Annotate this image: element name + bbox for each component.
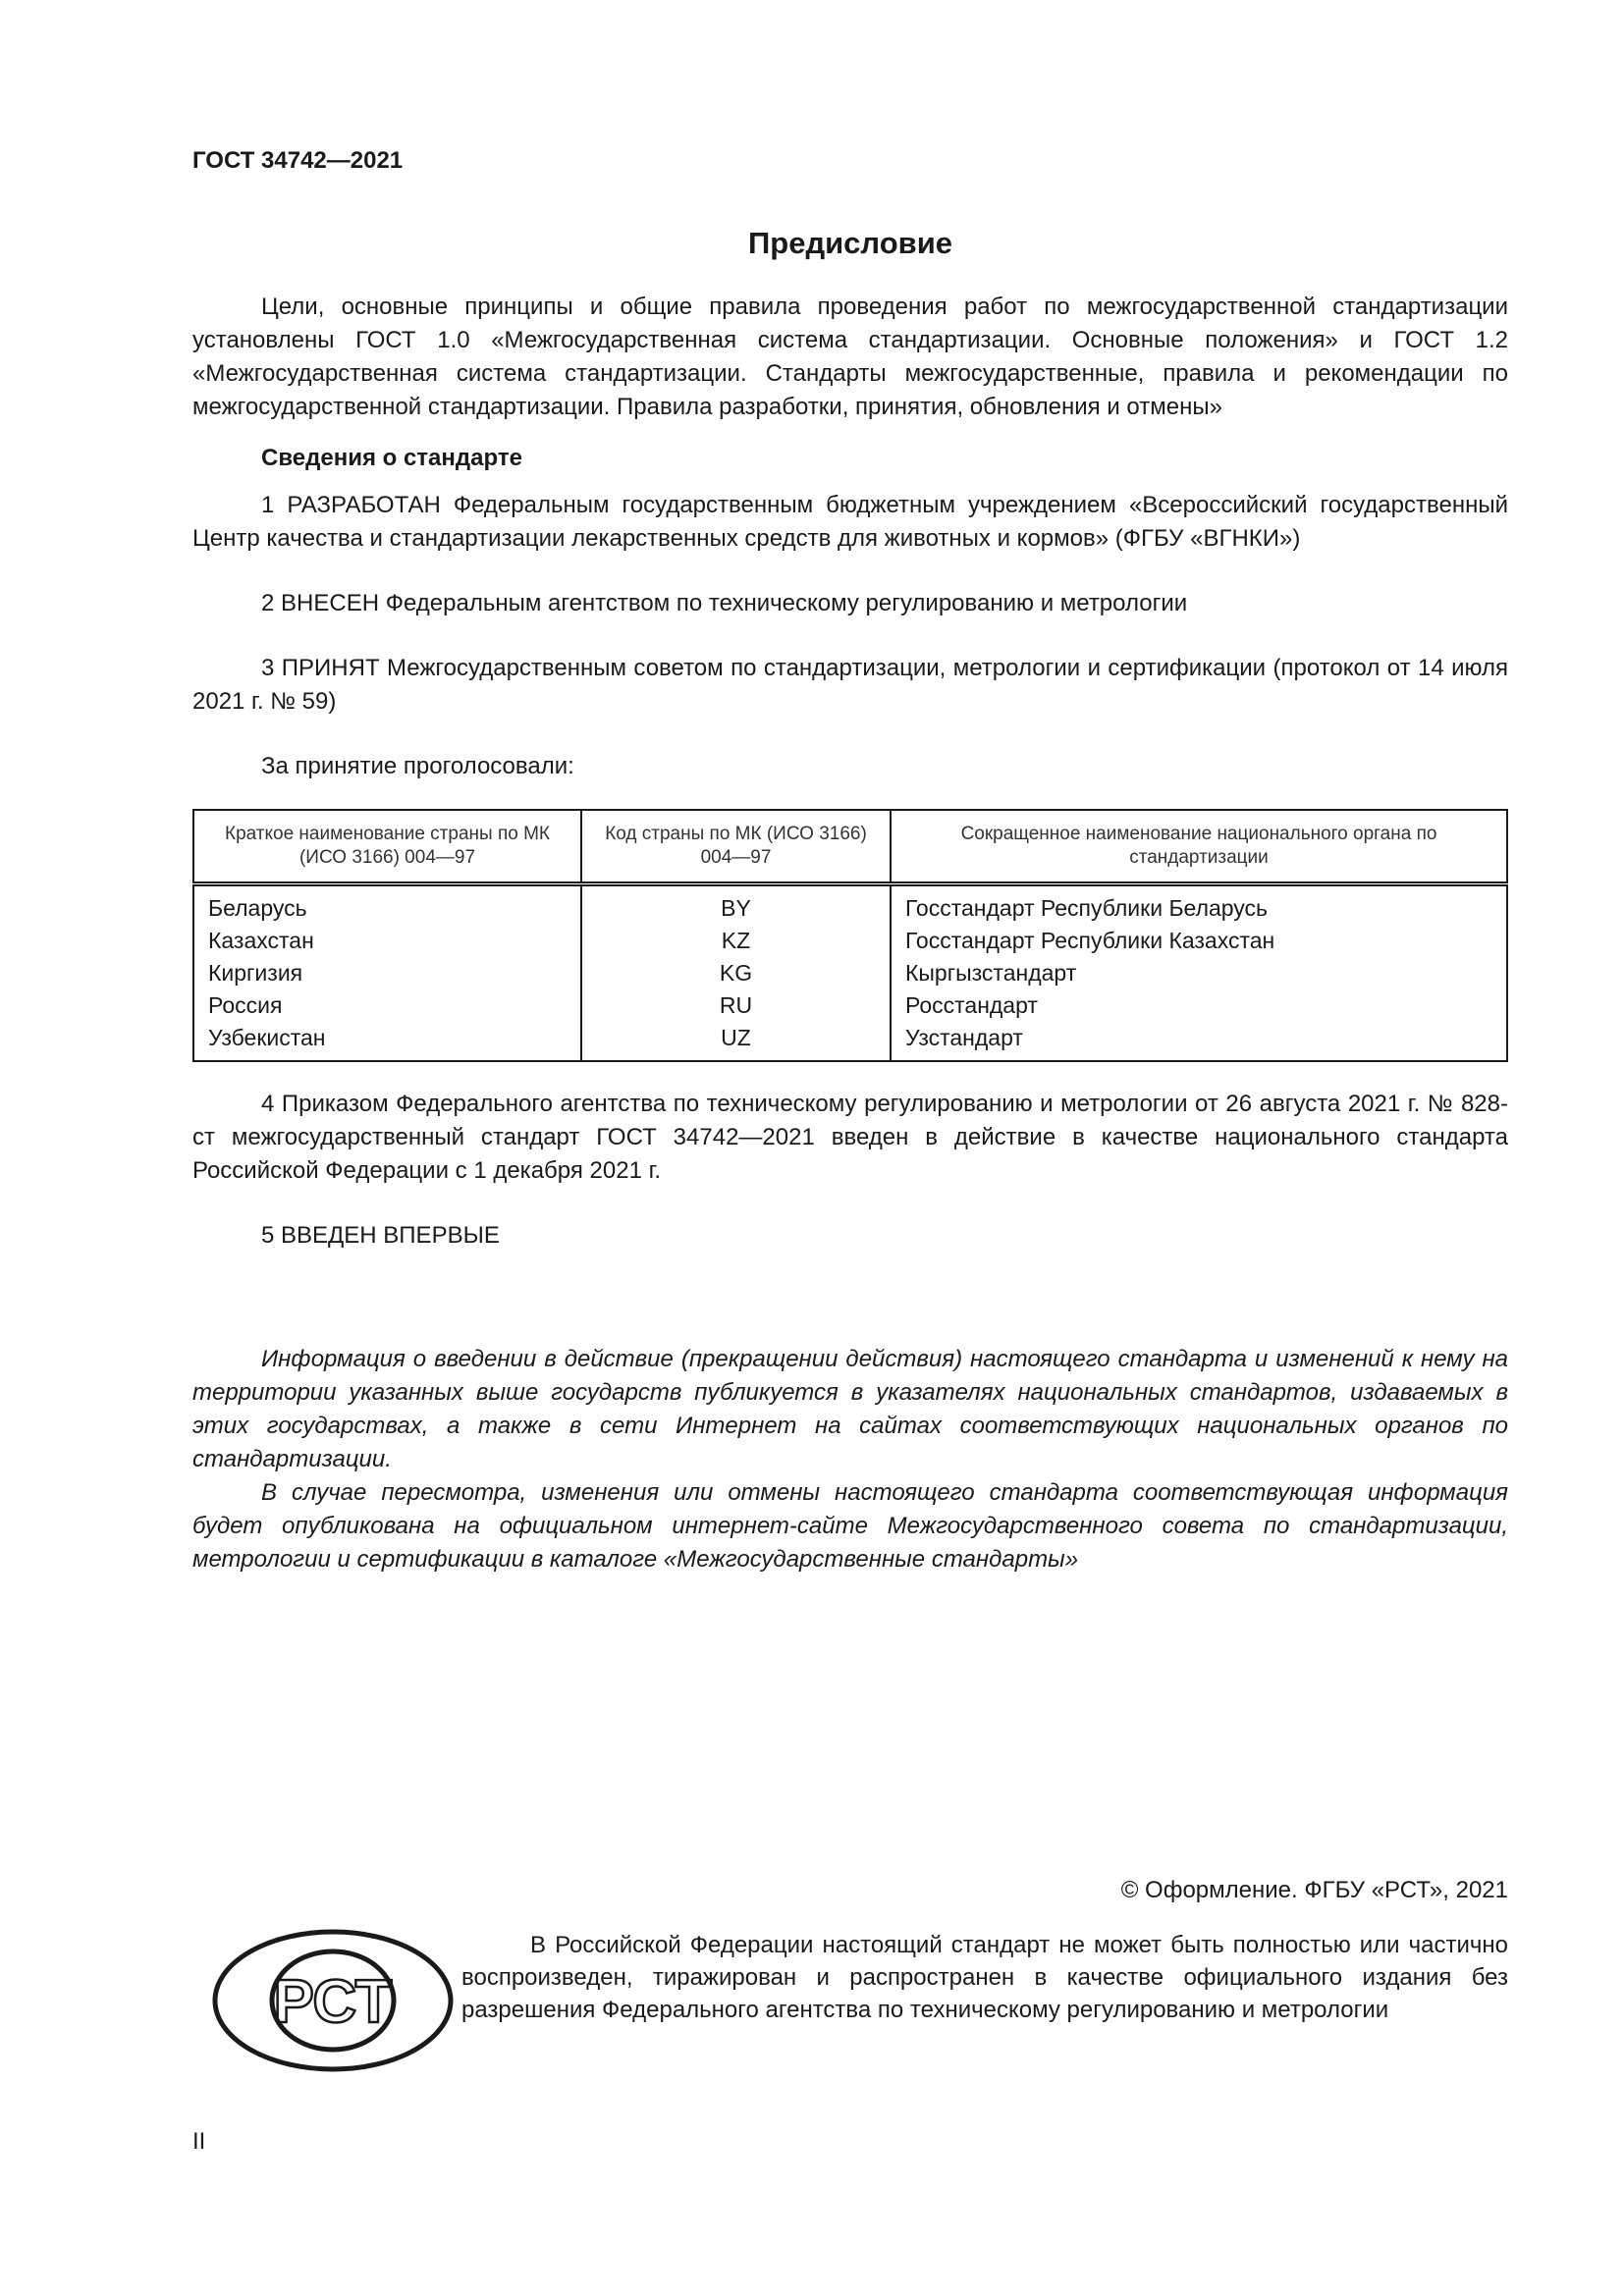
cell-country: Беларусь	[193, 884, 581, 926]
cell-country: Казахстан	[193, 925, 581, 957]
header-code: Код страны по МК (ИСО 3166) 004—97	[581, 810, 891, 884]
cell-code: KZ	[581, 925, 891, 957]
cell-code: KG	[581, 957, 891, 989]
document-id: ГОСТ 34742—2021	[192, 147, 404, 174]
rst-logo-icon	[210, 1927, 456, 2074]
header-organ: Сокращенное наименование национального органа по стандартизации	[891, 810, 1507, 884]
item-4: 4 Приказом Федерального агентства по техническому регулированию и метрологии от 26 августа 2021 г. № 828-ст межгосударственный стандарт ГОСТ 34742—2021 введен в действие в качестве национального стандарта Российской Федерации с 1 декабря 2021 г.	[192, 1091, 1508, 1184]
legal-notice: В Российской Федерации настоящий стандарт не может быть полностью или частично воспроизведен, тиражирован и распространен в качестве официального издания без разрешения Федерального агентства по техническому регулированию и метрологии	[461, 1932, 1508, 2023]
notice-paragraph-2: В случае пересмотра, изменения или отмены настоящего стандарта соответствующая информация будет опубликована на официальном интернет-сайте Межгосударственного совета по стандартизации, метрологии и сертификации в каталоге «Межгосударственные стандарты»	[192, 1479, 1508, 1573]
logo-text: РСТ	[273, 1968, 393, 2036]
item-2: 2 ВНЕСЕН Федеральным агентством по техническому регулированию и метрологии	[261, 590, 1188, 616]
cell-organ: Кыргызстандарт	[891, 957, 1507, 989]
cell-country: Узбекистан	[193, 1022, 581, 1061]
voted-label: За принятие проголосовали:	[261, 753, 574, 779]
cell-organ: Узстандарт	[891, 1022, 1507, 1061]
page-number: II	[192, 2128, 206, 2155]
table-row	[193, 1022, 1507, 1061]
cell-code: UZ	[581, 1022, 891, 1061]
table-row	[193, 957, 1507, 989]
info-heading: Сведения о стандарте	[261, 445, 522, 471]
cell-country: Киргизия	[193, 957, 581, 989]
countries-table	[192, 809, 1508, 1062]
table-row	[193, 925, 1507, 957]
cell-organ: Госстандарт Республики Беларусь	[891, 884, 1507, 926]
cell-code: BY	[581, 884, 891, 926]
page-content	[192, 224, 1508, 1576]
intro-paragraph: Цели, основные принципы и общие правила проведения работ по межгосударственной стандартизации установлены ГОСТ 1.0 «Межгосударственная система стандартизации. Основные положения» и ГОСТ 1.2 «Межгосударственная система стандартизации. Стандарты межгосударственные, правила и рекомендации по межгосударственной стандартизации. Правила разработки, принятия, обновления и отмены»	[192, 294, 1508, 420]
header-country: Краткое наименование страны по МК (ИСО 3166) 004—97	[193, 810, 581, 884]
cell-organ: Госстандарт Республики Казахстан	[891, 925, 1507, 957]
item-5: 5 ВВЕДЕН ВПЕРВЫЕ	[261, 1222, 500, 1249]
copyright: © Оформление. ФГБУ «РСТ», 2021	[1120, 1877, 1508, 1903]
item-3: 3 ПРИНЯТ Межгосударственным советом по стандартизации, метрологии и сертификации (протокол от 14 июля 2021 г. № 59)	[192, 655, 1508, 715]
table-row	[193, 989, 1507, 1022]
table-row	[193, 884, 1507, 926]
cell-organ: Росстандарт	[891, 989, 1507, 1022]
page-title: Предисловие	[747, 226, 952, 260]
cell-country: Россия	[193, 989, 581, 1022]
item-1: 1 РАЗРАБОТАН Федеральным государственным бюджетным учреждением «Всероссийский государственный Центр качества и стандартизации лекарственных средств для животных и кормов» (ФГБУ «ВГНКИ»)	[192, 492, 1508, 552]
cell-code: RU	[581, 989, 891, 1022]
notice-paragraph-1: Информация о введении в действие (прекращении действия) настоящего стандарта и изменений к нему на территории указанных выше государств публикуется в указателях национальных стандартов, издаваемых в этих государствах, а также в сети Интернет на сайтах соответствующих национальных органов по стандартизации.	[192, 1346, 1508, 1472]
table-header-row	[193, 810, 1507, 884]
